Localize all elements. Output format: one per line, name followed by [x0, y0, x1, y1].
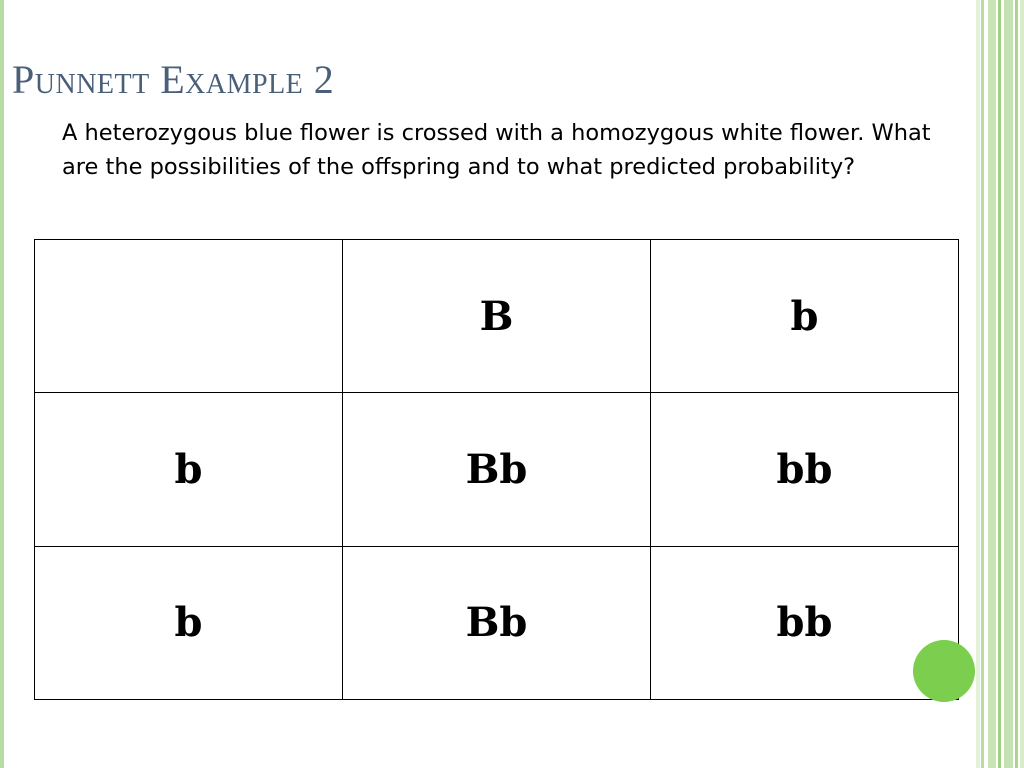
slide-title: Punnett Example 2: [12, 57, 335, 102]
decorative-circle: [913, 640, 975, 702]
left-border-stripe: [0, 0, 4, 768]
punnett-genotype-cell: Bb: [343, 546, 651, 699]
stripe: [998, 0, 1001, 768]
stripe: [1004, 0, 1013, 768]
punnett-allele-header: B: [343, 240, 651, 393]
punnett-header-row: [35, 240, 959, 393]
punnett-genotype-cell: bb: [651, 393, 959, 546]
stripe: [976, 0, 980, 768]
punnett-row: [35, 393, 959, 546]
question-text: A heterozygous blue flower is crossed with a homozygous white flower. What are the possibilities of the offspring and to what predicted probability?: [62, 120, 931, 180]
punnett-corner-cell: [35, 240, 343, 393]
stripe: [1015, 0, 1018, 768]
punnett-genotype-cell: Bb: [343, 393, 651, 546]
punnett-allele-header: b: [651, 240, 959, 393]
punnett-row: [35, 546, 959, 699]
punnett-square: [34, 239, 959, 700]
right-decorative-stripes: [976, 0, 1024, 768]
punnett-genotype-cell: bb: [651, 546, 959, 699]
punnett-allele-header: b: [35, 393, 343, 546]
stripe: [981, 0, 984, 768]
stripe: [1020, 0, 1024, 768]
punnett-allele-header: b: [35, 546, 343, 699]
stripe: [988, 0, 996, 768]
